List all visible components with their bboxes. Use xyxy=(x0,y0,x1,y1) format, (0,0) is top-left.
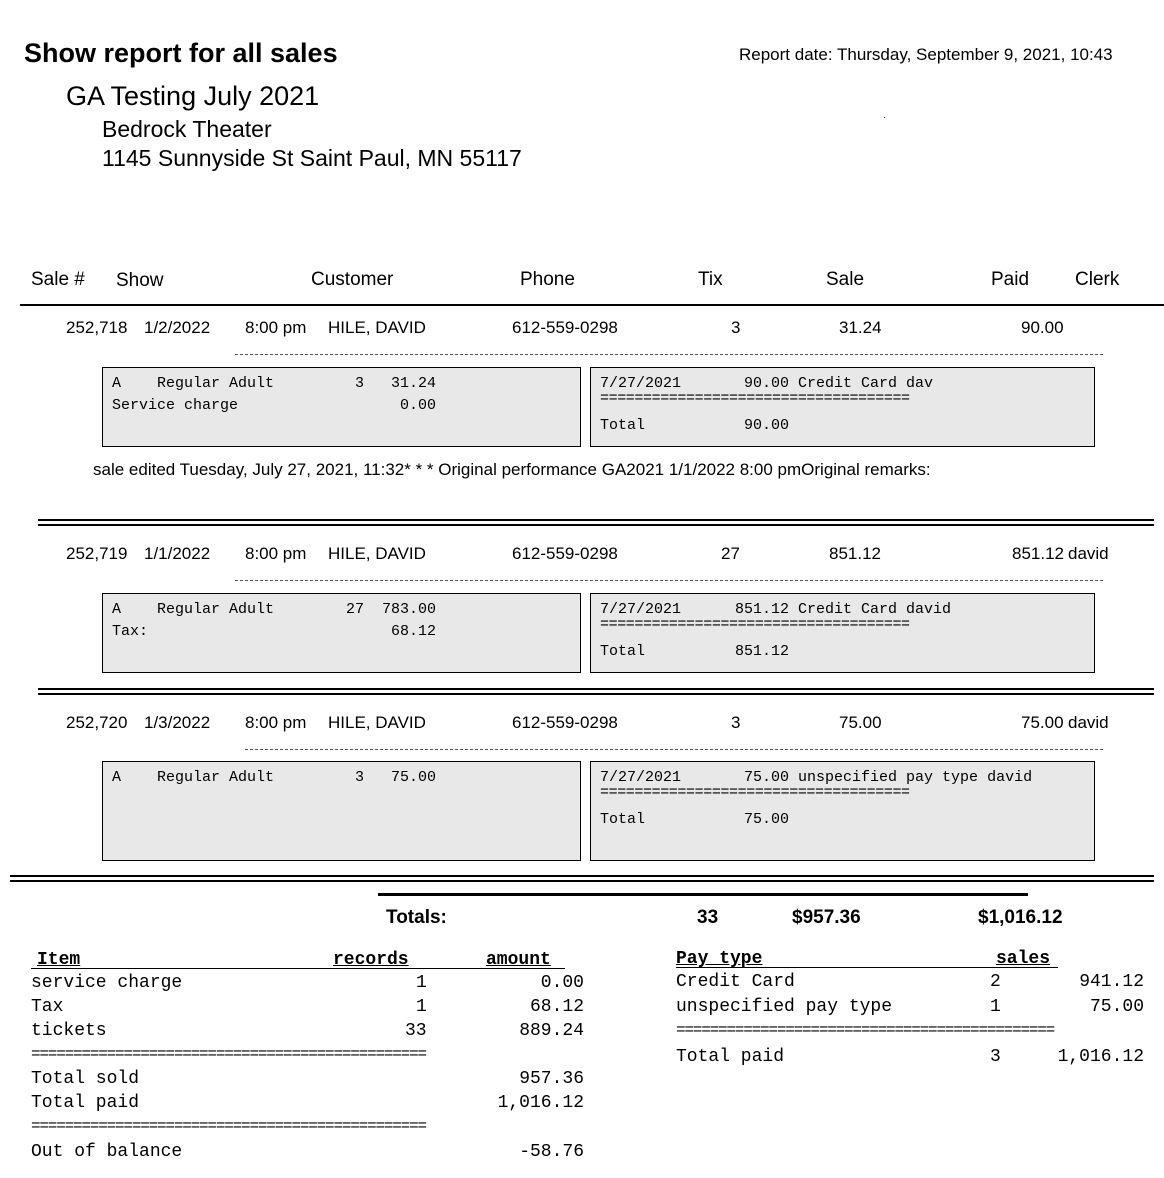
double-rule xyxy=(10,875,1154,882)
col-clerk: Clerk xyxy=(1075,269,1120,290)
sale-time: 8:00 pm xyxy=(245,318,307,337)
sale-tix: 3 xyxy=(731,713,741,732)
summary-item-name: Tax xyxy=(31,997,64,1017)
payment-separator: ==================================== xyxy=(600,616,910,633)
col-sale: Sale xyxy=(826,269,865,290)
col-tix: Tix xyxy=(698,269,723,290)
sale-phone: 612-559-0298 xyxy=(512,713,618,732)
total-sold-value: 957.36 xyxy=(519,1069,584,1089)
payment-total: Total 851.12 xyxy=(600,643,790,660)
sale-time: 8:00 pm xyxy=(245,544,307,563)
payment-line: 7/27/2021 75.00 unspecified pay type david xyxy=(600,769,1033,786)
report-date: Report date: Thursday, September 9, 2021, 10:43 xyxy=(739,45,1113,64)
totals-sale: $957.36 xyxy=(792,907,861,928)
sale-paid: 851.12 xyxy=(1012,544,1064,563)
sale-tix: 3 xyxy=(731,318,741,337)
totals-paid: $1,016.12 xyxy=(978,907,1063,928)
stray-dot: . xyxy=(883,110,886,121)
sale-time: 8:00 pm xyxy=(245,713,307,732)
col-paid: Paid xyxy=(991,269,1030,290)
pay-type-amount: 75.00 xyxy=(1089,997,1144,1017)
sale-number: 252,719 xyxy=(66,544,128,563)
totals-tix: 33 xyxy=(697,907,719,928)
summary-separator: =============================================== xyxy=(31,1117,426,1135)
payment-separator: ==================================== xyxy=(600,390,910,407)
summary-separator: =============================================== xyxy=(31,1045,426,1063)
col-customer: Customer xyxy=(311,269,394,290)
sale-clerk: david xyxy=(1068,544,1109,563)
item-line: A Regular Adult 3 75.00 xyxy=(112,769,437,786)
pay-sales-header: sales xyxy=(996,949,1051,969)
sale-clerk: david xyxy=(1068,713,1109,732)
summary-item-name: tickets xyxy=(31,1021,107,1041)
sale-customer: HILE, DAVID xyxy=(328,544,426,563)
summary-item-amount: 68.12 xyxy=(529,997,584,1017)
pay-type-amount: 941.12 xyxy=(1079,972,1144,992)
pay-total-label: Total paid xyxy=(676,1047,785,1067)
item-line: A Regular Adult 3 31.24 xyxy=(112,375,437,392)
sale-tix: 27 xyxy=(721,544,740,563)
sale-phone: 612-559-0298 xyxy=(512,318,618,337)
sale-amount: 851.12 xyxy=(829,544,881,563)
venue-address: 1145 Sunnyside St Saint Paul, MN 55117 xyxy=(102,145,522,171)
payment-total: Total 75.00 xyxy=(600,811,790,828)
pay-total-amount: 1,016.12 xyxy=(1057,1047,1144,1067)
dashed-rule xyxy=(235,354,1103,355)
payment-total: Total 90.00 xyxy=(600,417,790,434)
sale-paid: 75.00 xyxy=(1021,713,1064,732)
sale-phone: 612-559-0298 xyxy=(512,544,618,563)
sale-number: 252,718 xyxy=(66,318,128,337)
item-line: Service charge 0.00 xyxy=(112,397,437,414)
total-paid-value: 1,016.12 xyxy=(497,1093,584,1113)
summary-item-records: 1 xyxy=(416,997,427,1017)
report-title: Show report for all sales xyxy=(24,38,338,68)
col-show: Show xyxy=(116,270,164,291)
payment-box xyxy=(590,593,1095,673)
payment-line: 7/27/2021 90.00 Credit Card dav xyxy=(600,375,934,392)
totals-label: Totals: xyxy=(386,907,447,928)
sale-amount: 31.24 xyxy=(839,318,882,337)
summary-header-rule xyxy=(31,968,565,969)
pay-total-count: 3 xyxy=(990,1047,1001,1067)
summary-records-header: records xyxy=(333,950,409,970)
double-rule xyxy=(38,519,1154,526)
sale-paid: 90.00 xyxy=(1021,318,1064,337)
items-box xyxy=(102,593,581,673)
total-sold-label: Total sold xyxy=(31,1069,140,1089)
col-phone: Phone xyxy=(520,269,575,290)
summary-item-records: 1 xyxy=(416,973,427,993)
double-rule xyxy=(38,688,1154,695)
sale-note: sale edited Tuesday, July 27, 2021, 11:32* * * Original performance GA2021 1/1/2022 8:00 pmOriginal remarks: xyxy=(93,460,931,479)
out-of-balance-value: -58.76 xyxy=(519,1142,584,1162)
summary-item-header: Item xyxy=(37,950,81,970)
header-rule xyxy=(20,304,1164,306)
pay-type-name: Credit Card xyxy=(676,972,795,992)
totals-rule xyxy=(378,893,1028,896)
items-box xyxy=(102,761,581,861)
pay-type-header: Pay type xyxy=(676,949,763,969)
payment-separator: ==================================== xyxy=(600,784,910,801)
summary-amount-header: amount xyxy=(486,950,551,970)
dashed-rule xyxy=(245,749,1103,750)
summary-item-name: service charge xyxy=(31,973,183,993)
pay-type-count: 2 xyxy=(990,972,1001,992)
pay-separator: ============================================= xyxy=(676,1021,1055,1039)
summary-item-amount: 0.00 xyxy=(540,973,584,993)
pay-type-count: 1 xyxy=(990,997,1001,1017)
sale-date: 1/3/2022 xyxy=(144,713,211,732)
out-of-balance-label: Out of balance xyxy=(31,1142,183,1162)
sale-amount: 75.00 xyxy=(839,713,882,732)
item-line: Tax: 68.12 xyxy=(112,623,437,640)
sale-number: 252,720 xyxy=(66,713,128,732)
payment-box xyxy=(590,761,1095,861)
total-paid-label: Total paid xyxy=(31,1093,140,1113)
items-box xyxy=(102,367,581,447)
summary-item-records: 33 xyxy=(405,1021,427,1041)
pay-type-name: unspecified pay type xyxy=(676,997,893,1017)
payment-line: 7/27/2021 851.12 Credit Card david xyxy=(600,601,952,618)
venue-name: Bedrock Theater xyxy=(102,116,272,142)
sale-date: 1/1/2022 xyxy=(144,544,211,563)
payment-box xyxy=(590,367,1095,447)
dashed-rule xyxy=(235,580,1103,581)
sale-customer: HILE, DAVID xyxy=(328,318,426,337)
sale-customer: HILE, DAVID xyxy=(328,713,426,732)
col-sale-no: Sale # xyxy=(31,269,85,290)
show-name: GA Testing July 2021 xyxy=(66,81,320,111)
pay-header-rule xyxy=(676,967,1058,968)
item-line: A Regular Adult 27 783.00 xyxy=(112,601,437,618)
sale-date: 1/2/2022 xyxy=(144,318,211,337)
summary-item-amount: 889.24 xyxy=(519,1021,584,1041)
